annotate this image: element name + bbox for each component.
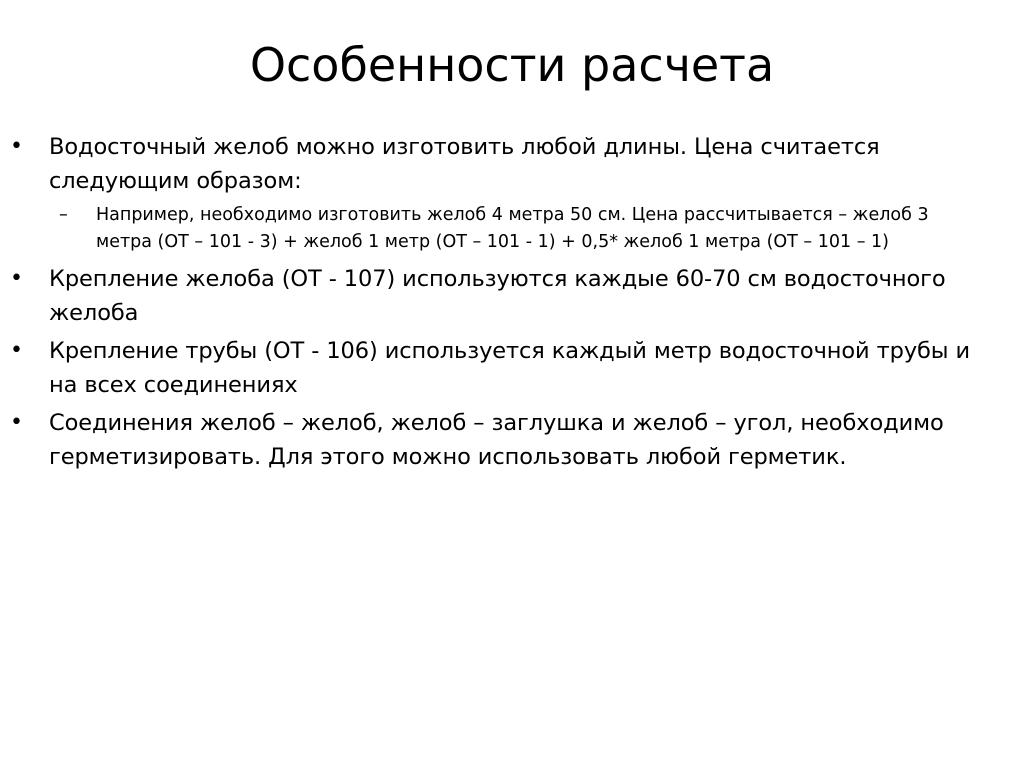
- bullet-item: [0, 406, 979, 474]
- slide-title: Особенности расчета: [249, 38, 775, 92]
- bullet-item: [0, 334, 979, 402]
- bullet-item: [0, 130, 979, 198]
- bullet-text: Соединения желоб – желоб, желоб – заглушка и желоб – угол, необходимо герметизировать. Для этого можно использовать любой герметик.: [49, 410, 944, 470]
- bullet-item: [0, 262, 979, 330]
- bullet-text: Крепление трубы (ОТ - 106) используется каждый метр водосточной трубы и на всех соединениях: [49, 338, 971, 398]
- bullet-text: Водосточный желоб можно изготовить любой длины. Цена считается следующим образом:: [49, 134, 880, 194]
- slide-content: [0, 130, 1024, 478]
- sub-bullet-marker: –: [59, 205, 68, 225]
- bullet-text: Крепление желоба (ОТ - 107) используются каждые 60-70 см водосточного желоба: [49, 266, 946, 326]
- bullet-marker: •: [10, 410, 23, 435]
- bullet-marker: •: [10, 266, 23, 291]
- sub-bullet-text: Например, необходимо изготовить желоб 4 метра 50 см. Цена рассчитывается – желоб 3 метра (ОТ – 101 - 3) + желоб 1 метр (ОТ – 101 - 1) + 0,5* желоб 1 метра (ОТ – 101 – 1): [96, 205, 929, 252]
- sub-bullet-item: [0, 202, 976, 256]
- bullet-marker: •: [10, 134, 23, 159]
- bullet-marker: •: [10, 338, 23, 363]
